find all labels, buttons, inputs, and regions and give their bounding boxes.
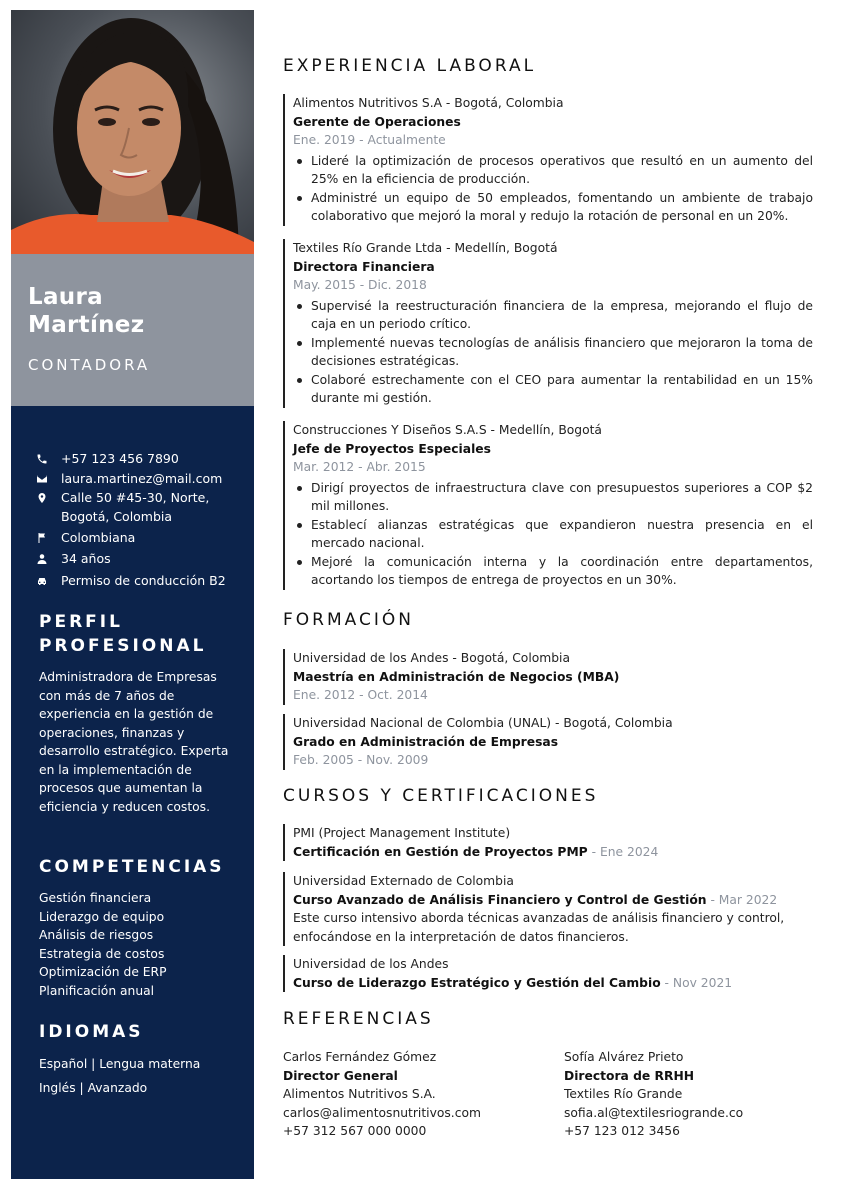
first-name: Laura	[28, 284, 103, 310]
perfil-text: Administradora de Empresas con más de 7 años de experiencia en la gestión de operaciones, finanzas y desarrollo estratégico. Experta en la implementación de procesos que aumentan la eficiencia y reducen costos.	[39, 670, 229, 814]
job-bullet: Mejoré la comunicación interna y la coordinación entre departamentos, acortando los tiempos de entrega de proyectos en un 30%.	[293, 553, 813, 590]
contact-age	[35, 549, 111, 568]
profile-photo	[11, 10, 254, 254]
course-date: - Nov 2021	[660, 975, 733, 990]
job-bullet: Administré un equipo de 50 empleados, fomentando un ambiente de trabajo colaborativo que mejoró la moral y redujo la rotación de personal en un 20%.	[293, 189, 813, 226]
contact-email-text: laura.martinez@mail.com	[61, 471, 223, 486]
course-name: Curso Avanzado de Análisis Financiero y Control de Gestión	[293, 892, 707, 907]
job-date: May. 2015 - Dic. 2018	[293, 278, 427, 292]
education-entry	[283, 714, 813, 770]
idiomas-heading: IDIOMAS	[39, 1022, 144, 1042]
course-org: PMI (Project Management Institute)	[293, 826, 511, 840]
job-bullet: Colaboré estrechamente con el CEO para aumentar la rentabilidad en un 15% durante mi gestión.	[293, 371, 813, 408]
course-name: Certificación en Gestión de Proyectos PMP	[293, 844, 588, 859]
flag-icon	[35, 528, 49, 547]
job-entry	[283, 239, 813, 408]
reference-company: Textiles Río Grande	[564, 1087, 683, 1101]
job-entry	[283, 421, 813, 590]
competencia-item: Gestión financiera	[39, 891, 152, 905]
contact-phone[interactable]	[35, 449, 179, 468]
job-role: Directora Financiera	[293, 259, 435, 274]
job-bullet: Supervisé la reestructuración financiera de la empresa, mejorando el flujo de caja en un periodo crítico.	[293, 297, 813, 334]
education-date: Ene. 2012 - Oct. 2014	[293, 688, 428, 702]
job-bullet: Establecí alianzas estratégicas que expandieron nuestra presencia en el mercado nacional.	[293, 516, 813, 553]
person-icon	[35, 549, 49, 568]
job-role: Gerente de Operaciones	[293, 114, 461, 129]
education-entry	[283, 649, 813, 705]
contact-age-text: 34 años	[61, 551, 111, 566]
reference-phone[interactable]: +57 312 567 000 0000	[283, 1124, 427, 1138]
competencias-list	[39, 889, 167, 1000]
competencia-item: Planificación anual	[39, 983, 155, 998]
contact-license-text: Permiso de conducción B2	[61, 573, 226, 588]
course-entry	[283, 955, 813, 992]
job-entry	[283, 94, 813, 226]
job-org: Textiles Río Grande Ltda - Medellín, Bogotá	[293, 241, 558, 255]
referencias-heading: REFERENCIAS	[283, 1009, 434, 1029]
job-title: CONTADORA	[28, 356, 151, 374]
sidebar	[11, 10, 254, 1179]
course-entry	[283, 872, 813, 946]
reference-email[interactable]: sofia.al@textilesriogrande.co	[564, 1105, 744, 1120]
education-degree: Maestría en Administración de Negocios (MBA)	[293, 669, 620, 684]
last-name: Martínez	[28, 312, 145, 338]
job-role: Jefe de Proyectos Especiales	[293, 441, 491, 456]
job-bullet: Implementé nuevas tecnologías de análisis financiero que mejoraron la toma de decisiones estratégicas.	[293, 334, 813, 371]
course-entry	[283, 824, 813, 861]
competencia-item: Estrategia de costos	[39, 946, 165, 961]
course-date: - Ene 2024	[587, 844, 659, 859]
contact-phone-text: +57 123 456 7890	[61, 451, 179, 466]
contact-address-text: Calle 50 #45-30, Norte, Bogotá, Colombia	[61, 490, 210, 524]
cursos-heading: CURSOS Y CERTIFICACIONES	[283, 786, 599, 806]
location-pin-icon	[35, 488, 49, 507]
competencias-heading: COMPETENCIAS	[39, 857, 225, 877]
job-bullet: Dirigí proyectos de infraestructura clave con presupuestos superiores a COP $2 mil millones.	[293, 479, 813, 516]
competencia-item: Optimización de ERP	[39, 965, 167, 979]
job-date: Mar. 2012 - Abr. 2015	[293, 460, 426, 474]
course-name: Curso de Liderazgo Estratégico y Gestión del Cambio	[293, 975, 661, 990]
education-degree: Grado en Administración de Empresas	[293, 734, 559, 749]
idioma-item: Español | Lengua materna	[39, 1057, 201, 1071]
reference-card	[564, 1048, 743, 1141]
contact-nationality	[35, 528, 135, 547]
competencia-item: Análisis de riesgos	[39, 928, 154, 942]
formacion-heading: FORMACIÓN	[283, 610, 414, 630]
job-org: Construcciones Y Diseños S.A.S - Medellín, Bogotá	[293, 423, 602, 437]
education-org: Universidad Nacional de Colombia (UNAL) - Bogotá, Colombia	[293, 716, 673, 730]
reference-role: Director General	[283, 1068, 398, 1083]
contact-license	[35, 571, 226, 590]
course-org: Universidad de los Andes	[293, 957, 449, 971]
job-org: Alimentos Nutritivos S.A - Bogotá, Colombia	[293, 96, 564, 110]
mail-icon	[35, 469, 49, 488]
reference-role: Directora de RRHH	[564, 1068, 695, 1083]
experiencia-heading: EXPERIENCIA LABORAL	[283, 56, 537, 76]
course-date: - Mar 2022	[706, 892, 778, 907]
job-date: Ene. 2019 - Actualmente	[293, 133, 446, 147]
contact-address	[35, 488, 209, 526]
job-bullet: Lideré la optimización de procesos operativos que resultó en un aumento del 25% en la eficiencia de producción.	[293, 152, 813, 189]
education-org: Universidad de los Andes - Bogotá, Colombia	[293, 651, 571, 665]
reference-card	[283, 1048, 481, 1141]
car-icon	[35, 571, 49, 590]
idioma-item: Inglés | Avanzado	[39, 1081, 148, 1095]
reference-phone[interactable]: +57 123 012 3456	[564, 1124, 680, 1138]
competencia-item: Liderazgo de equipo	[39, 909, 165, 924]
course-description: Este curso intensivo aborda técnicas avanzadas de análisis financiero y control, enfocándose en la interpretación de datos financieros.	[293, 911, 785, 944]
reference-name: Carlos Fernández Gómez	[283, 1050, 437, 1064]
contact-email[interactable]	[35, 469, 222, 488]
education-date: Feb. 2005 - Nov. 2009	[293, 753, 429, 767]
reference-company: Alimentos Nutritivos S.A.	[283, 1087, 436, 1101]
perfil-heading: PERFIL PROFESIONAL	[39, 612, 207, 656]
reference-name: Sofía Alvárez Prieto	[564, 1050, 684, 1064]
course-org: Universidad Externado de Colombia	[293, 874, 514, 888]
phone-icon	[35, 449, 49, 468]
reference-email[interactable]: carlos@alimentosnutritivos.com	[283, 1105, 481, 1120]
contact-nationality-text: Colombiana	[61, 530, 136, 545]
